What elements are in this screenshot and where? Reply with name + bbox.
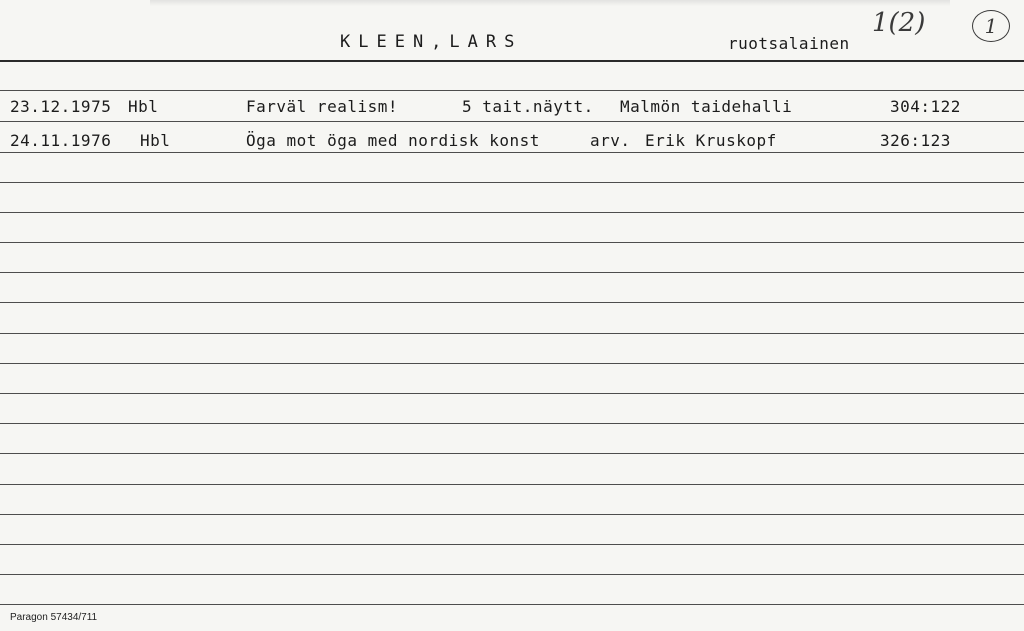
printer-mark: Paragon 57434/711 <box>10 612 98 623</box>
rule-line <box>0 333 1024 334</box>
entry-source: Hbl <box>128 97 159 116</box>
entry-note: arv. <box>590 131 631 150</box>
rule-line <box>0 121 1024 122</box>
entry-ref: 304:122 <box>890 97 961 116</box>
entry-detail: Erik Kruskopf <box>645 131 777 150</box>
rule-line <box>0 272 1024 273</box>
entry-detail: Malmön taidehalli <box>620 97 793 116</box>
rule-line <box>0 90 1024 91</box>
rule-line <box>0 574 1024 575</box>
card-name: KLEEN,LARS <box>340 32 523 52</box>
header-rule <box>0 60 1024 62</box>
rule-line <box>0 604 1024 605</box>
rule-line <box>0 302 1024 303</box>
rule-line <box>0 484 1024 485</box>
scan-shadow <box>150 0 950 6</box>
entry-title: Öga mot öga med nordisk konst <box>246 131 540 150</box>
entry-source: Hbl <box>140 131 171 150</box>
rule-line <box>0 393 1024 394</box>
rule-line <box>0 544 1024 545</box>
page-mark-handwritten: 1(2) <box>872 8 926 38</box>
circled-number-handwritten: 1 <box>972 10 1010 42</box>
entry-note: 5 tait.näytt. <box>462 97 594 116</box>
entry-date: 24.11.1976 <box>10 131 112 150</box>
entry-title: Farväl realism! <box>246 97 398 116</box>
rule-line <box>0 514 1024 515</box>
entry-ref: 326:123 <box>880 131 951 150</box>
rule-line <box>0 212 1024 213</box>
rule-line <box>0 453 1024 454</box>
rule-line <box>0 242 1024 243</box>
rule-line <box>0 363 1024 364</box>
rule-line <box>0 423 1024 424</box>
rule-line <box>0 152 1024 153</box>
entry-date: 23.12.1975 <box>10 97 112 116</box>
rule-line <box>0 182 1024 183</box>
nationality: ruotsalainen <box>728 34 850 53</box>
